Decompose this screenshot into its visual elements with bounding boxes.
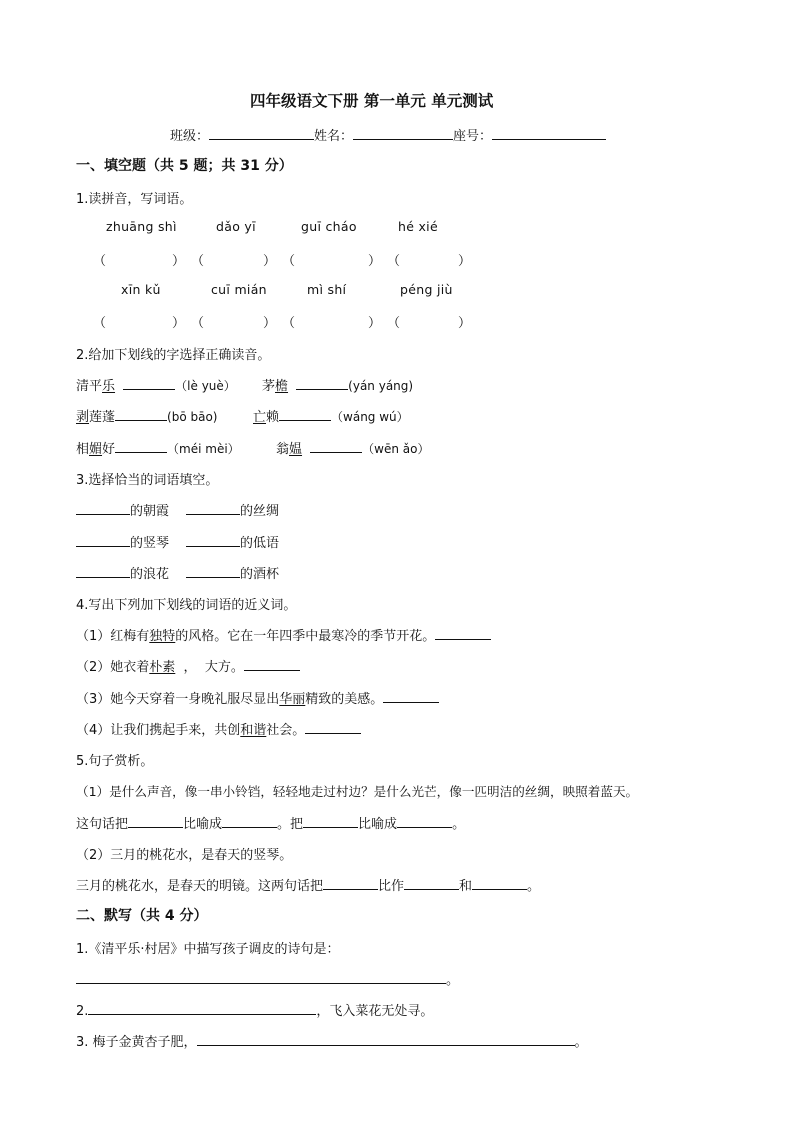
sec2-blank-3[interactable] <box>197 1031 575 1046</box>
name-blank[interactable] <box>353 125 453 140</box>
q2-item-2: 茅檐 (yán yáng) <box>262 375 413 394</box>
q2-blank-4[interactable] <box>279 406 331 421</box>
q5-blank-4[interactable] <box>397 813 452 828</box>
pinyin-1: zhuāng shì <box>106 219 177 234</box>
q3-item-4: 的低语 <box>186 532 279 551</box>
q3-blank-5[interactable] <box>76 563 130 578</box>
q2-blank-2[interactable] <box>296 375 348 390</box>
q3-item-1: 的朝霞 <box>76 500 169 519</box>
answer-box-2[interactable]: （ <box>191 254 205 269</box>
answer-box-8[interactable]: （ <box>387 316 401 331</box>
q4-item-3: （3）她今天穿着一身晚礼服尽显出华丽精致的美感。 <box>76 688 439 707</box>
sec2-blank-2[interactable] <box>88 1000 316 1015</box>
sec2-q1-answer: 。 <box>76 969 459 988</box>
q3-item-5: 的浪花 <box>76 563 169 582</box>
q3-blank-6[interactable] <box>186 563 240 578</box>
q2-item-6: 翁媪 （wēn ǎo） <box>276 438 430 457</box>
q4-blank-2[interactable] <box>244 656 300 671</box>
sec2-q2: 2. ，飞入菜花无处寻。 <box>76 1000 433 1019</box>
answer-box-5-close: ） <box>172 316 186 331</box>
pinyin-8: péng jiù <box>400 282 453 297</box>
answer-box-6-close: ） <box>263 316 277 331</box>
q3-blank-2[interactable] <box>186 500 240 515</box>
answer-box-4-close: ） <box>458 254 472 269</box>
q5-sentence-1: （1）是什么声音，像一串小铃铛，轻轻地走过村边？是什么光芒，像一匹明洁的丝绸，映照着蓝天。 <box>76 784 639 799</box>
pinyin-7: mì shí <box>307 282 347 297</box>
q2-item-1: 清平乐 （lè yuè） <box>76 375 236 394</box>
answer-box-8-close: ） <box>458 316 472 331</box>
answer-box-1-close: ） <box>172 254 186 269</box>
q3-item-3: 的竖琴 <box>76 532 169 551</box>
q4-blank-3[interactable] <box>383 688 439 703</box>
q2-prompt: 2.给加下划线的字选择正确读音。 <box>76 348 271 363</box>
q4-item-1: （1）红梅有独特的风格。它在一年四季中最寒冷的季节开花。 <box>76 625 491 644</box>
q3-prompt: 3.选择恰当的词语填空。 <box>76 473 219 488</box>
q5-sentence-2: （2）三月的桃花水，是春天的竖琴。 <box>76 848 293 863</box>
answer-box-4[interactable]: （ <box>387 254 401 269</box>
pinyin-2: dǎo yī <box>216 219 256 234</box>
q3-blank-1[interactable] <box>76 500 130 515</box>
pinyin-5: xīn kǔ <box>121 282 161 297</box>
seat-label: 座号： <box>453 129 493 144</box>
q2-blank-1[interactable] <box>123 375 175 390</box>
q4-item-4: （4）让我们携起手来，共创和谐社会。 <box>76 719 361 738</box>
pinyin-6: cuī mián <box>211 282 267 297</box>
answer-box-6[interactable]: （ <box>191 316 205 331</box>
sec2-q1-prompt: 1.《清平乐·村居》中描写孩子调皮的诗句是： <box>76 942 340 957</box>
q5-blank-7[interactable] <box>472 875 527 890</box>
q2-item-4: 亡赖 （wáng wú） <box>253 406 409 425</box>
answer-box-1[interactable]: （ <box>93 254 107 269</box>
sec2-blank-1[interactable] <box>76 969 446 984</box>
page-title: 四年级语文下册 第一单元 单元测试 <box>250 92 494 110</box>
q5-blank-2[interactable] <box>222 813 277 828</box>
seat-blank[interactable] <box>492 125 606 140</box>
answer-box-3[interactable]: （ <box>282 254 296 269</box>
q2-blank-6[interactable] <box>310 438 362 453</box>
q5-blank-1[interactable] <box>128 813 183 828</box>
q5-blank-3[interactable] <box>303 813 358 828</box>
pinyin-4: hé xié <box>398 219 438 234</box>
q4-blank-1[interactable] <box>435 625 491 640</box>
q2-item-5: 相媚好 （méi mèi） <box>76 438 240 457</box>
answer-box-7[interactable]: （ <box>282 316 296 331</box>
q1-prompt: 1.读拼音，写词语。 <box>76 192 193 207</box>
q3-item-6: 的酒杯 <box>186 563 279 582</box>
class-blank[interactable] <box>209 125 314 140</box>
sec2-q3: 3. 梅子金黄杏子肥， 。 <box>76 1031 588 1050</box>
q2-blank-3[interactable] <box>115 406 167 421</box>
student-info-line <box>170 125 606 144</box>
answer-box-3-close: ） <box>368 254 382 269</box>
answer-box-7-close: ） <box>368 316 382 331</box>
q2-blank-5[interactable] <box>115 438 167 453</box>
q5-prompt: 5.句子赏析。 <box>76 754 154 769</box>
class-label: 班级： <box>170 129 210 144</box>
answer-box-5[interactable]: （ <box>93 316 107 331</box>
q5-blank-5[interactable] <box>323 875 378 890</box>
name-label: 姓名： <box>314 129 354 144</box>
q2-item-3: 剥莲蓬 (bō bāo) <box>76 406 217 425</box>
q4-blank-4[interactable] <box>305 719 361 734</box>
section-1-heading: 一、填空题（共 5 题；共 31 分） <box>76 158 293 174</box>
q5-answer-2: 三月的桃花水，是春天的明镜。这两句话把 比作 和 。 <box>76 875 540 894</box>
section-2-heading: 二、默写（共 4 分） <box>76 908 208 924</box>
pinyin-3: guī cháo <box>301 219 357 234</box>
q4-item-2: （2）她衣着朴素 ， 大方。 <box>76 656 300 675</box>
q3-blank-4[interactable] <box>186 532 240 547</box>
q5-blank-6[interactable] <box>404 875 459 890</box>
q3-item-2: 的丝绸 <box>186 500 279 519</box>
q4-prompt: 4.写出下列加下划线的词语的近义词。 <box>76 598 297 613</box>
q5-answer-1: 这句话把 比喻成 。把 比喻成 。 <box>76 813 465 832</box>
q3-blank-3[interactable] <box>76 532 130 547</box>
answer-box-2-close: ） <box>263 254 277 269</box>
